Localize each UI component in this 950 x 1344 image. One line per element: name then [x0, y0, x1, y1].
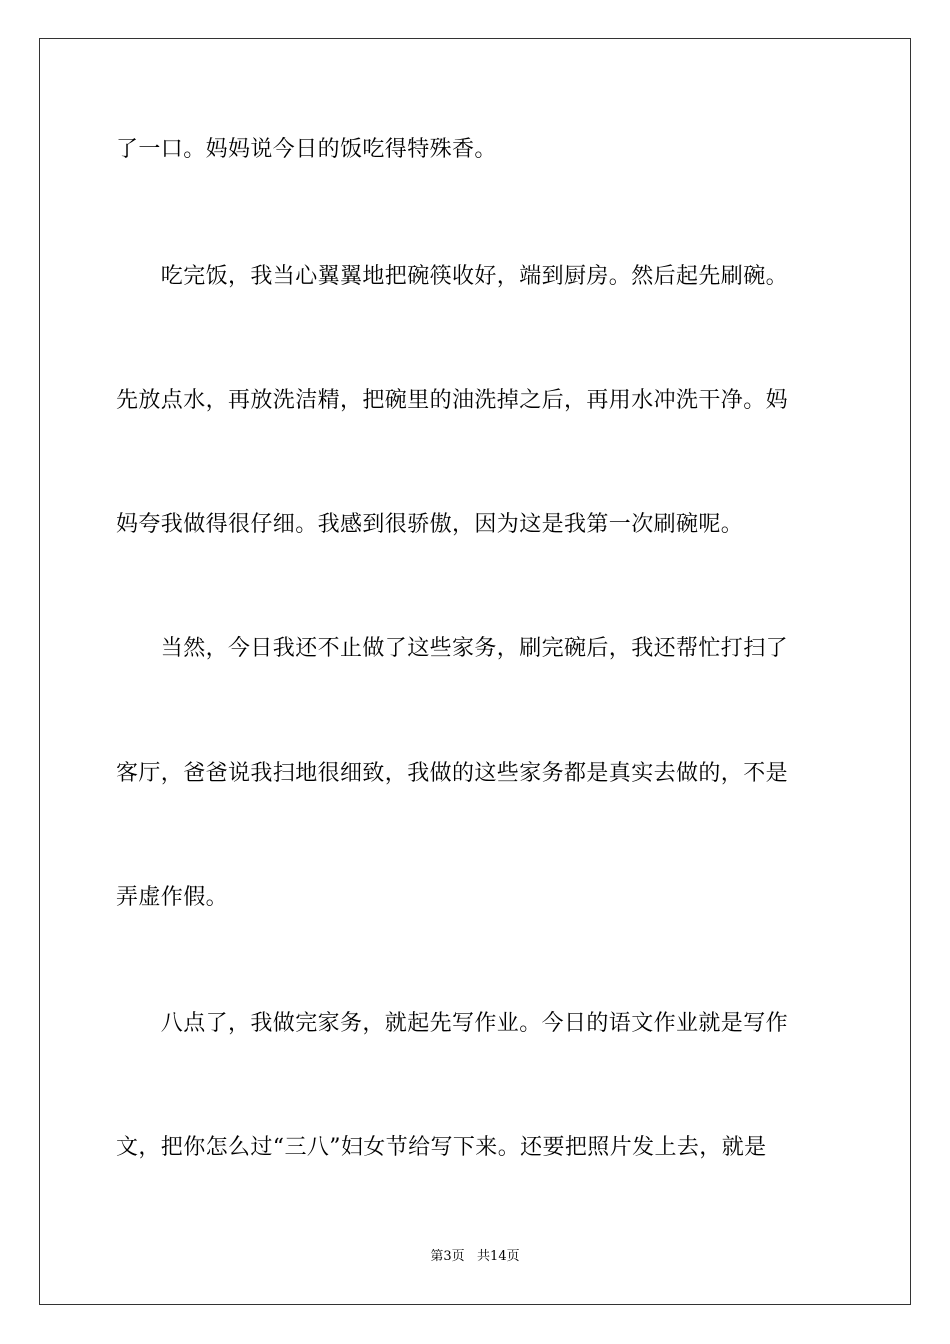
text-line: 当然，今日我还不止做了这些家务，刷完碗后，我还帮忙打扫了: [116, 636, 789, 661]
page-frame: [39, 38, 911, 1305]
text-line: 先放点水，再放洗洁精，把碗里的油洗掉之后，再用水冲洗干净。妈: [116, 388, 789, 413]
text-line: 吃完饭，我当心翼翼地把碗筷收好，端到厨房。然后起先刷碗。: [116, 264, 789, 289]
text-line: 弄虚作假。: [116, 885, 229, 910]
page-number-footer: 第3页 共14页: [430, 1249, 520, 1264]
text-line: 客厅，爸爸说我扫地很细致，我做的这些家务都是真实去做的，不是: [116, 761, 789, 786]
text-line: 八点了，我做完家务，就起先写作业。今日的语文作业就是写作: [116, 1011, 789, 1036]
text-line: 了一口。妈妈说今日的饭吃得特殊香。: [116, 137, 497, 162]
text-line: 妈夸我做得很仔细。我感到很骄傲，因为这是我第一次刷碗呢。: [116, 512, 744, 537]
text-line: 文，把你怎么过“三八”妇女节给写下来。还要把照片发上去，就是: [116, 1135, 767, 1160]
